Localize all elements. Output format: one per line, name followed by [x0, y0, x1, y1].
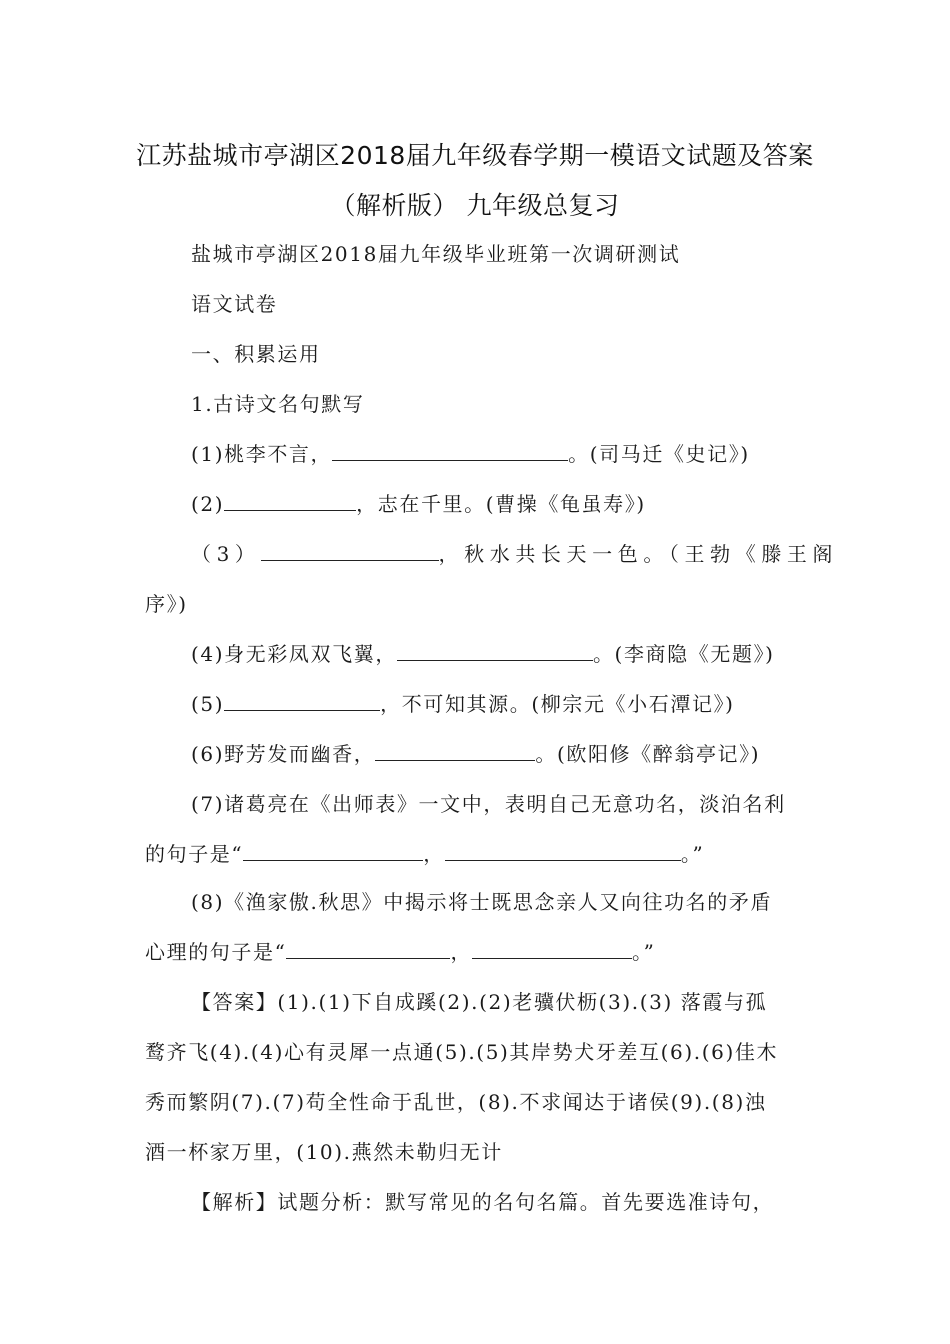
item-text: 。(欧阳修《醉翁亭记》) [535, 742, 761, 766]
item-text: 心理的句子是“ [145, 940, 287, 964]
question-item-1 [191, 438, 750, 467]
paper-name: 语文试卷 [191, 292, 278, 316]
answer-blank [397, 644, 593, 661]
question-heading: 1.古诗文名句默写 [191, 392, 365, 416]
answer-blank [224, 694, 380, 711]
answer-line-4: 酒一杯家万里，(10).燕然未勒归无计 [145, 1140, 503, 1164]
item-text: ， [423, 842, 445, 866]
answer-blank [472, 942, 632, 959]
item-text: 。(司马迁《史记》) [568, 442, 750, 466]
question-item-8: (8)《渔家傲.秋思》中揭示将士既思念亲人又向往功名的矛盾 [191, 890, 773, 914]
analysis-line-1: 【解析】试题分析：默写常见的名句名篇。首先要选准诗句， [191, 1190, 775, 1214]
item-text: ，秋水共长天一色。（王勃《滕王阁 [438, 542, 839, 566]
question-item-3-continued: 序》) [145, 592, 188, 616]
item-text: (6)野芳发而幽香， [191, 742, 376, 766]
question-item-5 [191, 688, 735, 717]
question-item-8-continued [145, 936, 655, 965]
question-item-7: (7)诸葛亮在《出师表》一文中，表明自己无意功名，淡泊名利 [191, 792, 786, 816]
question-item-4 [191, 638, 775, 667]
item-text: 的句子是“ [145, 842, 244, 866]
answer-blank [224, 494, 356, 511]
answer-blank [261, 544, 439, 561]
item-text: 。” [680, 842, 705, 866]
item-text: ，志在千里。(曹操《龟虽寿》) [356, 492, 646, 516]
item-text: 。” [632, 940, 656, 964]
answer-line-1: 【答案】(1).(1)下自成蹊(2).(2)老骥伏枥(3).(3) 落霞与孤 [191, 990, 768, 1014]
item-text: ， [450, 940, 473, 964]
item-text: (4)身无彩凤双飞翼， [191, 642, 397, 666]
item-text: ，不可知其源。(柳宗元《小石潭记》) [380, 692, 735, 716]
answer-blank [375, 744, 535, 761]
answer-blank [243, 844, 423, 861]
answer-blank [332, 444, 568, 461]
item-text: (2) [191, 492, 225, 516]
answer-line-3: 秀而繁阴(7).(7)苟全性命于乱世，(8).不求闻达于诸侯(9).(8)浊 [145, 1090, 767, 1114]
question-item-2 [191, 488, 646, 517]
question-item-7-continued [145, 838, 704, 867]
item-text: 。(李商隐《无题》) [592, 642, 775, 666]
item-text: (1)桃李不言， [191, 442, 333, 466]
document-title-line-1: 江苏盐城市亭湖区2018届九年级春学期一模语文试题及答案 [136, 141, 814, 170]
answer-blank [286, 942, 450, 959]
answer-line-2: 鹜齐飞(4).(4)心有灵犀一点通(5).(5)其岸势犬牙差互(6).(6)佳木 [145, 1040, 779, 1064]
item-text: (5) [191, 692, 225, 716]
section-heading: 一、积累运用 [191, 342, 321, 366]
answer-blank [445, 844, 681, 861]
question-item-3 [191, 538, 838, 567]
exam-name: 盐城市亭湖区2018届九年级毕业班第一次调研测试 [191, 242, 681, 266]
item-text: （3） [191, 542, 261, 566]
question-item-6 [191, 738, 760, 767]
document-title-line-2: （解析版） 九年级总复习 [330, 191, 620, 220]
